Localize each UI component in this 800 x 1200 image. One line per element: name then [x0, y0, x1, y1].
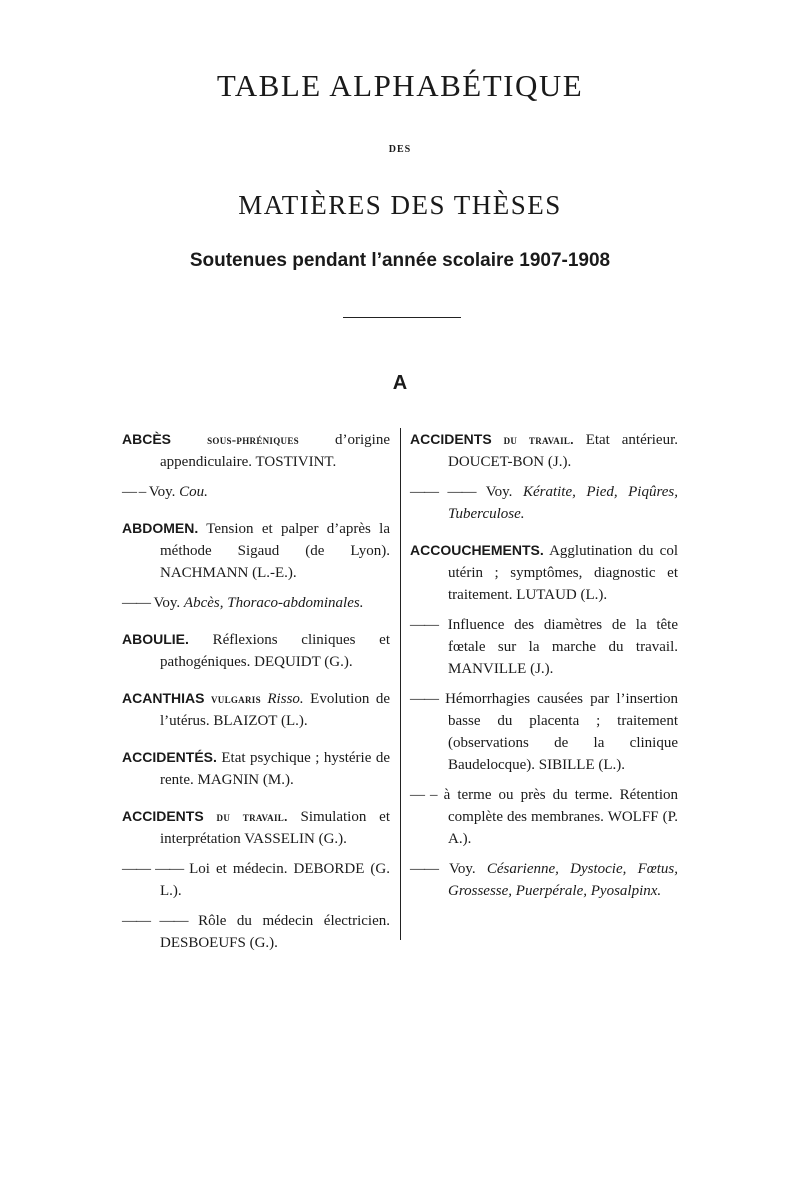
index-entry: [410, 428, 678, 473]
index-entry: [122, 628, 390, 673]
index-entry: [122, 481, 390, 503]
entry-crossref: Cou.: [179, 484, 208, 500]
section-letter: A: [392, 372, 408, 394]
entry-crossref: Césarienne, Dystocie, Fœtus, Grossesse, Puerpérale, Pyosalpinx.: [448, 861, 678, 899]
index-entry: [122, 517, 390, 584]
index-entry: [122, 805, 390, 850]
entry-crossref: Abcès, Thoraco-abdominales.: [183, 595, 364, 611]
entry-headword: ABCÈS: [122, 431, 172, 447]
entry-text: Etat antérieur. DOUCET-BON (J.).: [448, 432, 678, 470]
index-entry: [122, 746, 390, 791]
title-rule: [343, 317, 461, 318]
entry-text: Rôle du médecin électricien. DESBOEUFS (G.).: [160, 913, 390, 951]
title-connector: DES: [388, 144, 412, 155]
entry-qualifier: du travail.: [216, 809, 288, 824]
entry-dash: —— ——: [410, 484, 476, 500]
entry-text: Réflexions cliniques et pathogéniques. DEQUIDT (G.).: [160, 632, 390, 670]
entry-dash: — –: [410, 787, 437, 803]
index-entry: [410, 858, 678, 902]
entry-headword: ACCOUCHEMENTS.: [410, 542, 544, 558]
entry-headword: ABDOMEN.: [122, 520, 199, 536]
column-divider: [400, 428, 401, 940]
academic-year-line: Soutenues pendant l’année scolaire 1907-1908: [189, 250, 611, 271]
entry-dash: ——: [410, 617, 438, 633]
index-column-left: [122, 428, 390, 968]
index-column-right: [410, 428, 678, 916]
index-entry: [410, 614, 678, 680]
entry-prefix: Voy.: [150, 595, 184, 611]
entry-dash: —— ——: [122, 913, 188, 929]
entry-text: à terme ou près du terme. Rétention complète des membranes. WOLFF (P. A.).: [436, 787, 678, 847]
index-entry: [122, 592, 390, 614]
index-entry: [410, 539, 678, 606]
entry-headword: ABOULIE.: [122, 631, 189, 647]
index-entry: [122, 428, 390, 473]
entry-text: Simulation et interprétation VASSELIN (G.).: [160, 809, 390, 847]
index-entry: [122, 910, 390, 954]
entry-dash: ——: [410, 691, 438, 707]
entry-headword: ACCIDENTS: [410, 431, 492, 447]
index-entry: [410, 481, 678, 525]
index-entry: [410, 784, 678, 850]
entry-prefix: Voy.: [438, 861, 487, 877]
entry-text: Influence des diamètres de la tête fœtale sur la marche du travail. MANVILLE (J.).: [438, 617, 678, 677]
entry-dash: —— ——: [122, 861, 184, 877]
entry-text: d’origine appendiculaire. TOSTIVINT.: [160, 432, 391, 470]
entry-text: Agglutination du col utérin ; symptômes, diagnostic et traitement. LUTAUD (L.).: [448, 543, 678, 603]
entry-text: Hémorrhagies causées par l’insertion basse du placenta ; traitement (observations de la clinique Baudelocque). SIBILLE (L.).: [438, 691, 678, 773]
index-entry: [122, 858, 390, 902]
entry-qualifier: vulgaris: [210, 691, 261, 706]
entry-dash: ——: [410, 861, 438, 877]
entry-text: Loi et médecin. DEBORDE (G. L.).: [160, 861, 390, 899]
entry-qualifier: du travail.: [503, 432, 574, 447]
entry-text: Etat psychique ; hystérie de rente. MAGNIN (M.).: [160, 750, 390, 788]
entry-dash: — –: [122, 484, 146, 500]
entry-text: Evolution de l’utérus. BLAIZOT (L.).: [160, 691, 390, 729]
entry-headword: ACANTHIAS: [122, 690, 205, 706]
entry-prefix: Voy.: [145, 484, 180, 500]
index-entry: [122, 687, 390, 732]
entry-headword: ACCIDENTS: [122, 808, 204, 824]
page-subtitle: MATIÈRES DES THÈSES: [238, 190, 562, 220]
entry-dash: ——: [122, 595, 150, 611]
entry-crossref: Kératite, Pied, Piqûres, Tuberculose.: [448, 484, 678, 522]
entry-qualifier: sous-phréniques: [207, 432, 299, 447]
entry-italic: Risso.: [260, 691, 304, 707]
entry-text: Tension et palper d’après la méthode Sigaud (de Lyon). NACHMANN (L.-E.).: [160, 521, 390, 581]
page-title: TABLE ALPHABÉTIQUE: [216, 68, 584, 103]
entry-prefix: Voy.: [475, 484, 523, 500]
index-entry: [410, 688, 678, 776]
entry-headword: ACCIDENTÉS.: [122, 749, 217, 765]
